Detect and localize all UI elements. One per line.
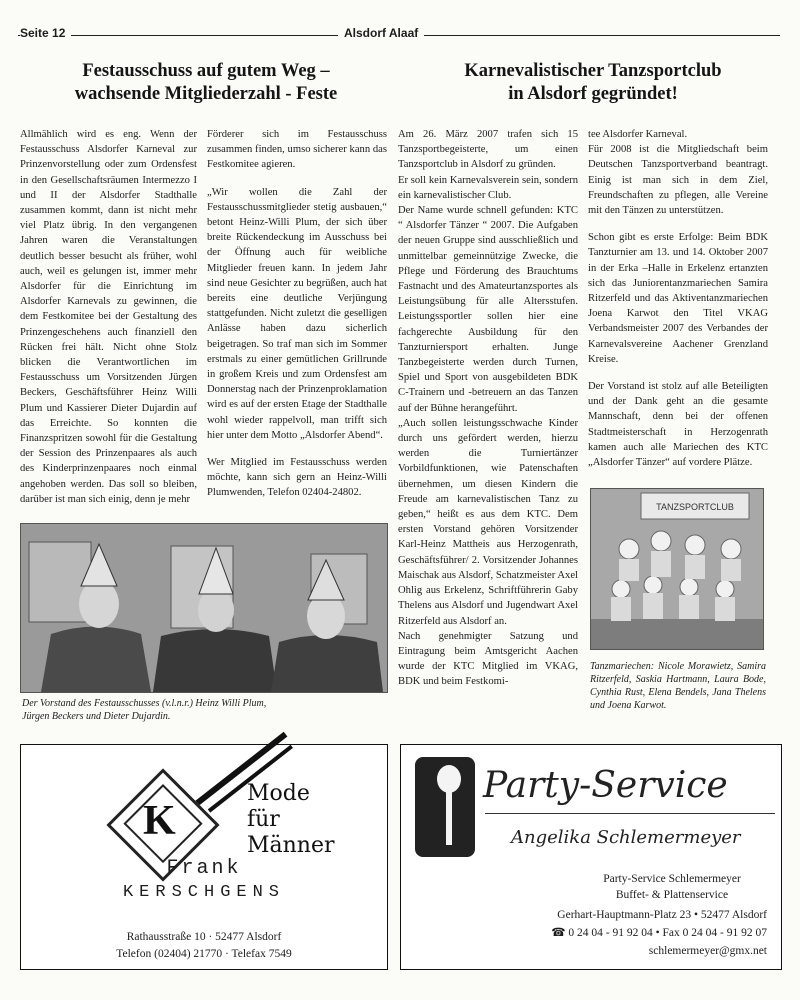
article2-paragraph: Schon gibt es erste Erfolge: Beim BDK Tanzturnier am 13. und 14. Oktober 2007 in der Erka –Halle in Erkelenz ertanzten sich das Juniorentanzmariechen Samira Ritzerfeld und das Aktiventanzmariechen Joena Karwot den Titel VKAG Verbandsmeister 2007 des Verbandes der Karnevalsvereine Aachener Grenzland Kreise. [588,232,768,365]
article1-headline-line2: wachsende Mitgliederzahl - Feste [74,84,338,104]
party-service-title: Party-Service [483,765,728,806]
board-photo-image [21,524,387,692]
article1-headline-line1: Festausschuss auf gutem Weg – [82,61,330,81]
article2-column2 [588,127,768,482]
caption-line: Der Vorstand des Festausschusses (v.l.n.r.) Heinz Willi Plum, [22,698,267,709]
article2-paragraph: Für 2008 ist die Mitgliedschaft beim Deutschen Tanzsportverband beantragt. Einig ist man sich in dem Ziel, Freundschaften zu pflegen, alle Vereine mit den Tänzen zu unterstützen. [588,144,768,217]
article2-column1 [398,127,578,733]
board-photo-caption [22,697,388,723]
dancers-photo [590,488,764,650]
article1-paragraph: „Wir wollen die Zahl der Festausschussmitglieder stetig ausbauen,“ betont Heinz-Willi Plum, der sich über breite Rückendeckung im Ausschuss bei der Öffnung auch für weibliche Mitglieder freuen kann. In jedem Jahr sind neue Gesichter zu begrüßen, auch hat bereits eine deutliche Verjüngung stattgefunden. Nicht zuletzt die geselligen Anlässe haben dazu sicherlich beigetragen. So traf man sich im Sommer erstmals zu einer gemütlichen Grillrunde in großem Kreis und zum Ordensfest am Donnerstag nach der Prinzenproklamation wird es auf der ersten Etage der Stadthalle wohl wieder rappelvoll, man trifft sich hier unter dem Motto „Alsdorfer Abend“. [207,186,387,441]
dancers-photo-caption: Tanzmariechen: Nicole Morawietz, Samira Ritzerfeld, Saskia Hartmann, Laura Bode, Cynthia Rust, Elena Bendels, Jana Thelens und Joena Karwot. [590,661,766,711]
article1-paragraph: Wer Mitglied im Festausschuss werden möchte, kann sich gern an Heinz-Willi Plumwenden, Telefon 02404-24802. [207,457,387,499]
owner-last-name: KERSCHGENS [122,883,286,902]
owner-name: Angelika Schlemermeyer [511,827,741,848]
slogan-line: Männer [247,833,335,858]
article1-paragraph: Förderer sich im Festausschuss zusammen finden, umso sicherer kann das Festkomitee agieren. [207,129,387,171]
business-name: Party-Service Schlemermeyer [603,873,741,885]
owner-first-name: Frank [166,857,242,880]
ad-email: schlemermeyer@gmx.net [648,945,767,957]
business-tagline: Buffet- & Plattenservice [615,889,729,901]
ad-address: Rathausstraße 10 · 52477 Alsdorf [126,931,282,943]
spoon-logo-icon [415,757,475,857]
logo-letter: K [143,798,176,844]
article2-headline-line1: Karnevalistischer Tanzsportclub [464,61,722,81]
caption-line: Jürgen Beckers und Dieter Dujardin. [22,711,171,722]
ad-kerschgens [20,744,388,970]
title-underline [485,813,775,814]
publication-title: Alsdorf Alaaf [338,26,424,40]
article2-paragraph: Der Name wurde schnell gefunden: KTC “ Alsdorfer Tänzer “ 2007. Die Aufgaben der neuen Gruppe sind ausschließlich und unmittelbar gemeinnützige Zwecke, die Pflege und Förderung des Brauchtums Fastnacht und des Amateurtanzsportes als Leistungsübung für alle Altersstufen. Leistungssportler sollen hier eine fachgerechte Ausbildung für den Tanzturniersport erhalten. Junge Tanzbegeisterte werden durch Turnen, Spiel und Sport von ausgebildeten BDK C-Trainern und -betreuern an das Tanzen auf der Bühne herangeführt. [398,205,578,414]
page-number: Seite 12 [20,26,71,40]
ad-party-service [400,744,782,970]
slogan [247,781,335,859]
article1-paragraph: Allmählich wird es eng. Wenn der Festausschuss Alsdorfer Karneval zur Prinzenvorstellung oder zum Ordensfest in den Gesellschaftsräumen Intermezzo I und II der Alsdorfer Stadthalle zusammen kommt, dann ist nicht mehr viel Platz übrig. In den vergangenen Jahren waren die Veranstaltungen deutlich besser besucht als früher, wohl auch, weil es gelungen ist, immer mehr Alsdorfer für die Einrichtung im Alsdorfer Karnevals zu gewinnen, die dem Festkomitee bei der Gestaltung des Prinzengeschehens auch finanziell den Rücken frei hält. Nicht ohne Stolz blicken die Verantwortlichen im Festausschuss um Vorsitzenden Jürgen Beckers, Geschäftsführer Heinz Willi Plum und Kassierer Dieter Dujardin auf das Erreichte. So konnten die Finanzspritzen sowohl für die Gestaltung der Session des Prinzenpaares als auch des Kinderprinzenpaares noch einmal angehoben werden. Das soll so bleiben, darüber ist man sich einig, denn je mehr [20,129,197,505]
dancers-photo-image [591,489,763,649]
ad-address: Gerhart-Hauptmann-Platz 23 • 52477 Alsdorf [557,909,767,921]
article2-paragraph: Der Vorstand ist stolz auf alle Beteiligten und der Dank geht an die gesamte Mannschaft, denn bei der offenen Stadtmeisterschaft in Herzogenrath kamen auch alle Mariechen des KTC „Alsdorfer Tänzer“ auf vordere Plätze. [588,381,768,469]
slogan-line: Mode [247,781,310,806]
ad-phone: ☎ 0 24 04 - 91 92 04 • Fax 0 24 04 - 91 92 07 [551,927,767,939]
article2-headline [404,60,782,106]
slogan-line: für [247,807,280,832]
article2-paragraph: Nach genehmigter Satzung und Eintragung beim Amtsgericht Aachen wurde der KTC Mitglied im VKAG, BDK und beim Festkomi- [398,630,578,688]
ad-phone: Telefon (02404) 21770 · Telefax 7549 [116,948,292,960]
article2-paragraph: tee Alsdorfer Karneval. [588,129,688,140]
article1-column1 [20,127,197,517]
dancers-banner-text: TANZSPORTCLUB [656,502,734,512]
board-photo [20,523,388,693]
article1-headline [20,60,392,106]
article2-paragraph: „Auch sollen leistungsschwache Kinder durch uns gefördert werden, hierzu werden die Turniertänzer Vorbildfunktionen, wie Patenschaften übernehmen, um diesen Kindern die Freude am karnevalistischen Tanz zu geben,“ heißt es aus dem KTC. Dem ersten Vorstand gehören Vorsitzender Karl-Heinz Mattheis aus Herzogenrath, Geschäftsführer/ 2. Vorsitzender Johannes Maischak aus Alsdorf, Schatzmeister Axel Ohlig aus Erkelenz, Schriftführerin Gaby Thelens aus Alsdorf und Jugendwart Axel Ritzerfeld aus Alsdorf an. [398,417,578,627]
article1-column2 [207,127,387,517]
article2-headline-line2: in Alsdorf gegründet! [508,84,678,104]
article2-paragraph: Er soll kein Karnevalsverein sein, sondern ein karnevalistischer Club. [398,174,578,201]
article2-paragraph: Am 26. März 2007 trafen sich 15 Tanzsportbegeisterte, um einen Tanzsportclub in Alsdorf zu gründen. [398,129,578,171]
